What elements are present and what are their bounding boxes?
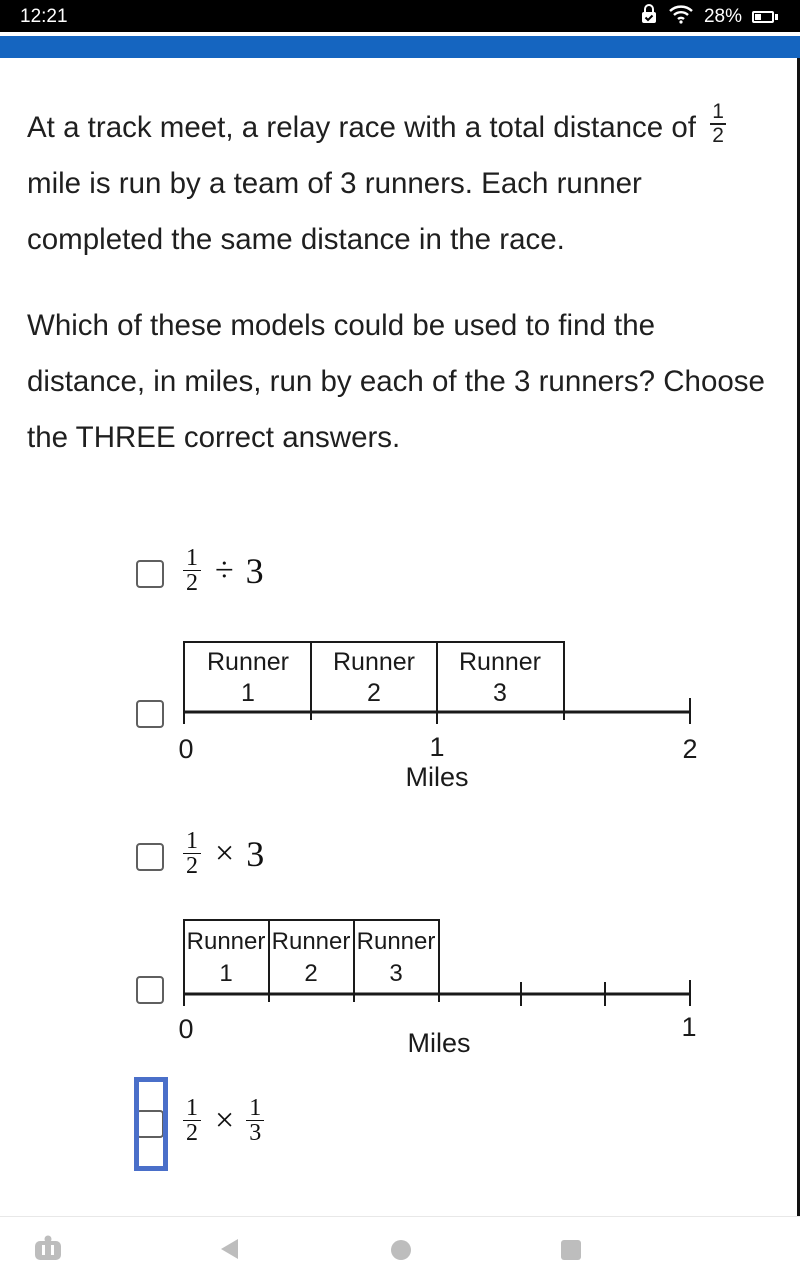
lock-icon: [640, 4, 658, 30]
focus-indicator: [134, 1077, 168, 1171]
answer-option-2[interactable]: [128, 630, 708, 800]
runner-1-number: 1: [219, 960, 233, 987]
runner-2-label: Runner: [333, 648, 415, 676]
answer-option-4[interactable]: [128, 910, 708, 1065]
number-line-model-4: [178, 910, 708, 1065]
number-line-model-2: [178, 630, 708, 800]
question-text-part1: At a track meet, a relay race with a total distance of: [27, 111, 696, 144]
answer-option-1[interactable]: [128, 540, 428, 610]
axis-label-miles: Miles: [405, 762, 469, 792]
option-3-checkbox[interactable]: [136, 843, 164, 871]
battery-percent: 28%: [703, 6, 742, 27]
option-1-expression: [183, 546, 264, 595]
back-icon[interactable]: [218, 1237, 240, 1266]
tick-label-1: 1: [681, 1012, 697, 1042]
axis-label-miles: Miles: [407, 1028, 471, 1058]
battery-icon: [752, 11, 778, 23]
accessibility-icon[interactable]: [34, 1235, 62, 1266]
runner-1-label: Runner: [207, 648, 289, 676]
system-nav-bar: [0, 1216, 800, 1281]
runner-3-label: Runner: [356, 928, 436, 955]
runner-1-number: 1: [241, 679, 255, 707]
app-header-bar: [0, 36, 800, 58]
option-3-fraction: $\frac{1}{2}$: [183, 829, 201, 878]
tick-label-0: 0: [178, 1014, 194, 1044]
option-4-checkbox[interactable]: [136, 976, 164, 1004]
status-time: 12:21: [20, 6, 68, 27]
home-icon[interactable]: [390, 1239, 412, 1266]
question-stem: [27, 100, 767, 466]
runner-2-label: Runner: [271, 928, 351, 955]
option-3-operand: 3: [246, 833, 265, 874]
answer-option-3[interactable]: [128, 823, 428, 893]
multiply-operator: ×: [215, 834, 235, 872]
answer-option-5[interactable]: [128, 1088, 428, 1168]
runner-2-number: 2: [367, 679, 381, 707]
runner-3-number: 3: [389, 960, 403, 987]
option-2-checkbox[interactable]: [136, 700, 164, 728]
option-5-fraction-2: $\frac{1}{3}$: [246, 1096, 264, 1145]
runner-2-number: 2: [304, 960, 318, 987]
status-icons: [640, 4, 778, 30]
option-5-expression: [183, 1096, 264, 1145]
half-fraction: $\frac{1}{2}$: [712, 100, 724, 148]
option-1-fraction: $\frac{1}{2}$: [183, 546, 201, 595]
option-3-expression: [183, 829, 264, 878]
runner-3-number: 3: [493, 679, 507, 707]
wifi-icon: [668, 4, 694, 30]
runner-3-label: Runner: [459, 648, 541, 676]
runner-1-label: Runner: [186, 928, 266, 955]
tick-label-0: 0: [178, 734, 194, 764]
tick-label-2: 2: [682, 734, 698, 764]
question-scenario: [27, 100, 767, 268]
multiply-operator: ×: [215, 1101, 235, 1139]
option-1-checkbox[interactable]: [136, 560, 164, 588]
status-bar: [0, 0, 800, 32]
option-1-operand: 3: [245, 550, 264, 591]
divide-operator: ÷: [215, 551, 234, 589]
tick-label-1: 1: [429, 732, 445, 762]
option-5-fraction-1: $\frac{1}{2}$: [183, 1096, 201, 1145]
question-text-part2: mile is run by a team of 3 runners. Each runner completed the same distance in the race.: [27, 167, 642, 256]
question-prompt: Which of these models could be used to find the distance, in miles, run by each of the 3 runners? Choose the THREE correct answers.: [27, 309, 765, 454]
recents-icon[interactable]: [560, 1239, 582, 1266]
